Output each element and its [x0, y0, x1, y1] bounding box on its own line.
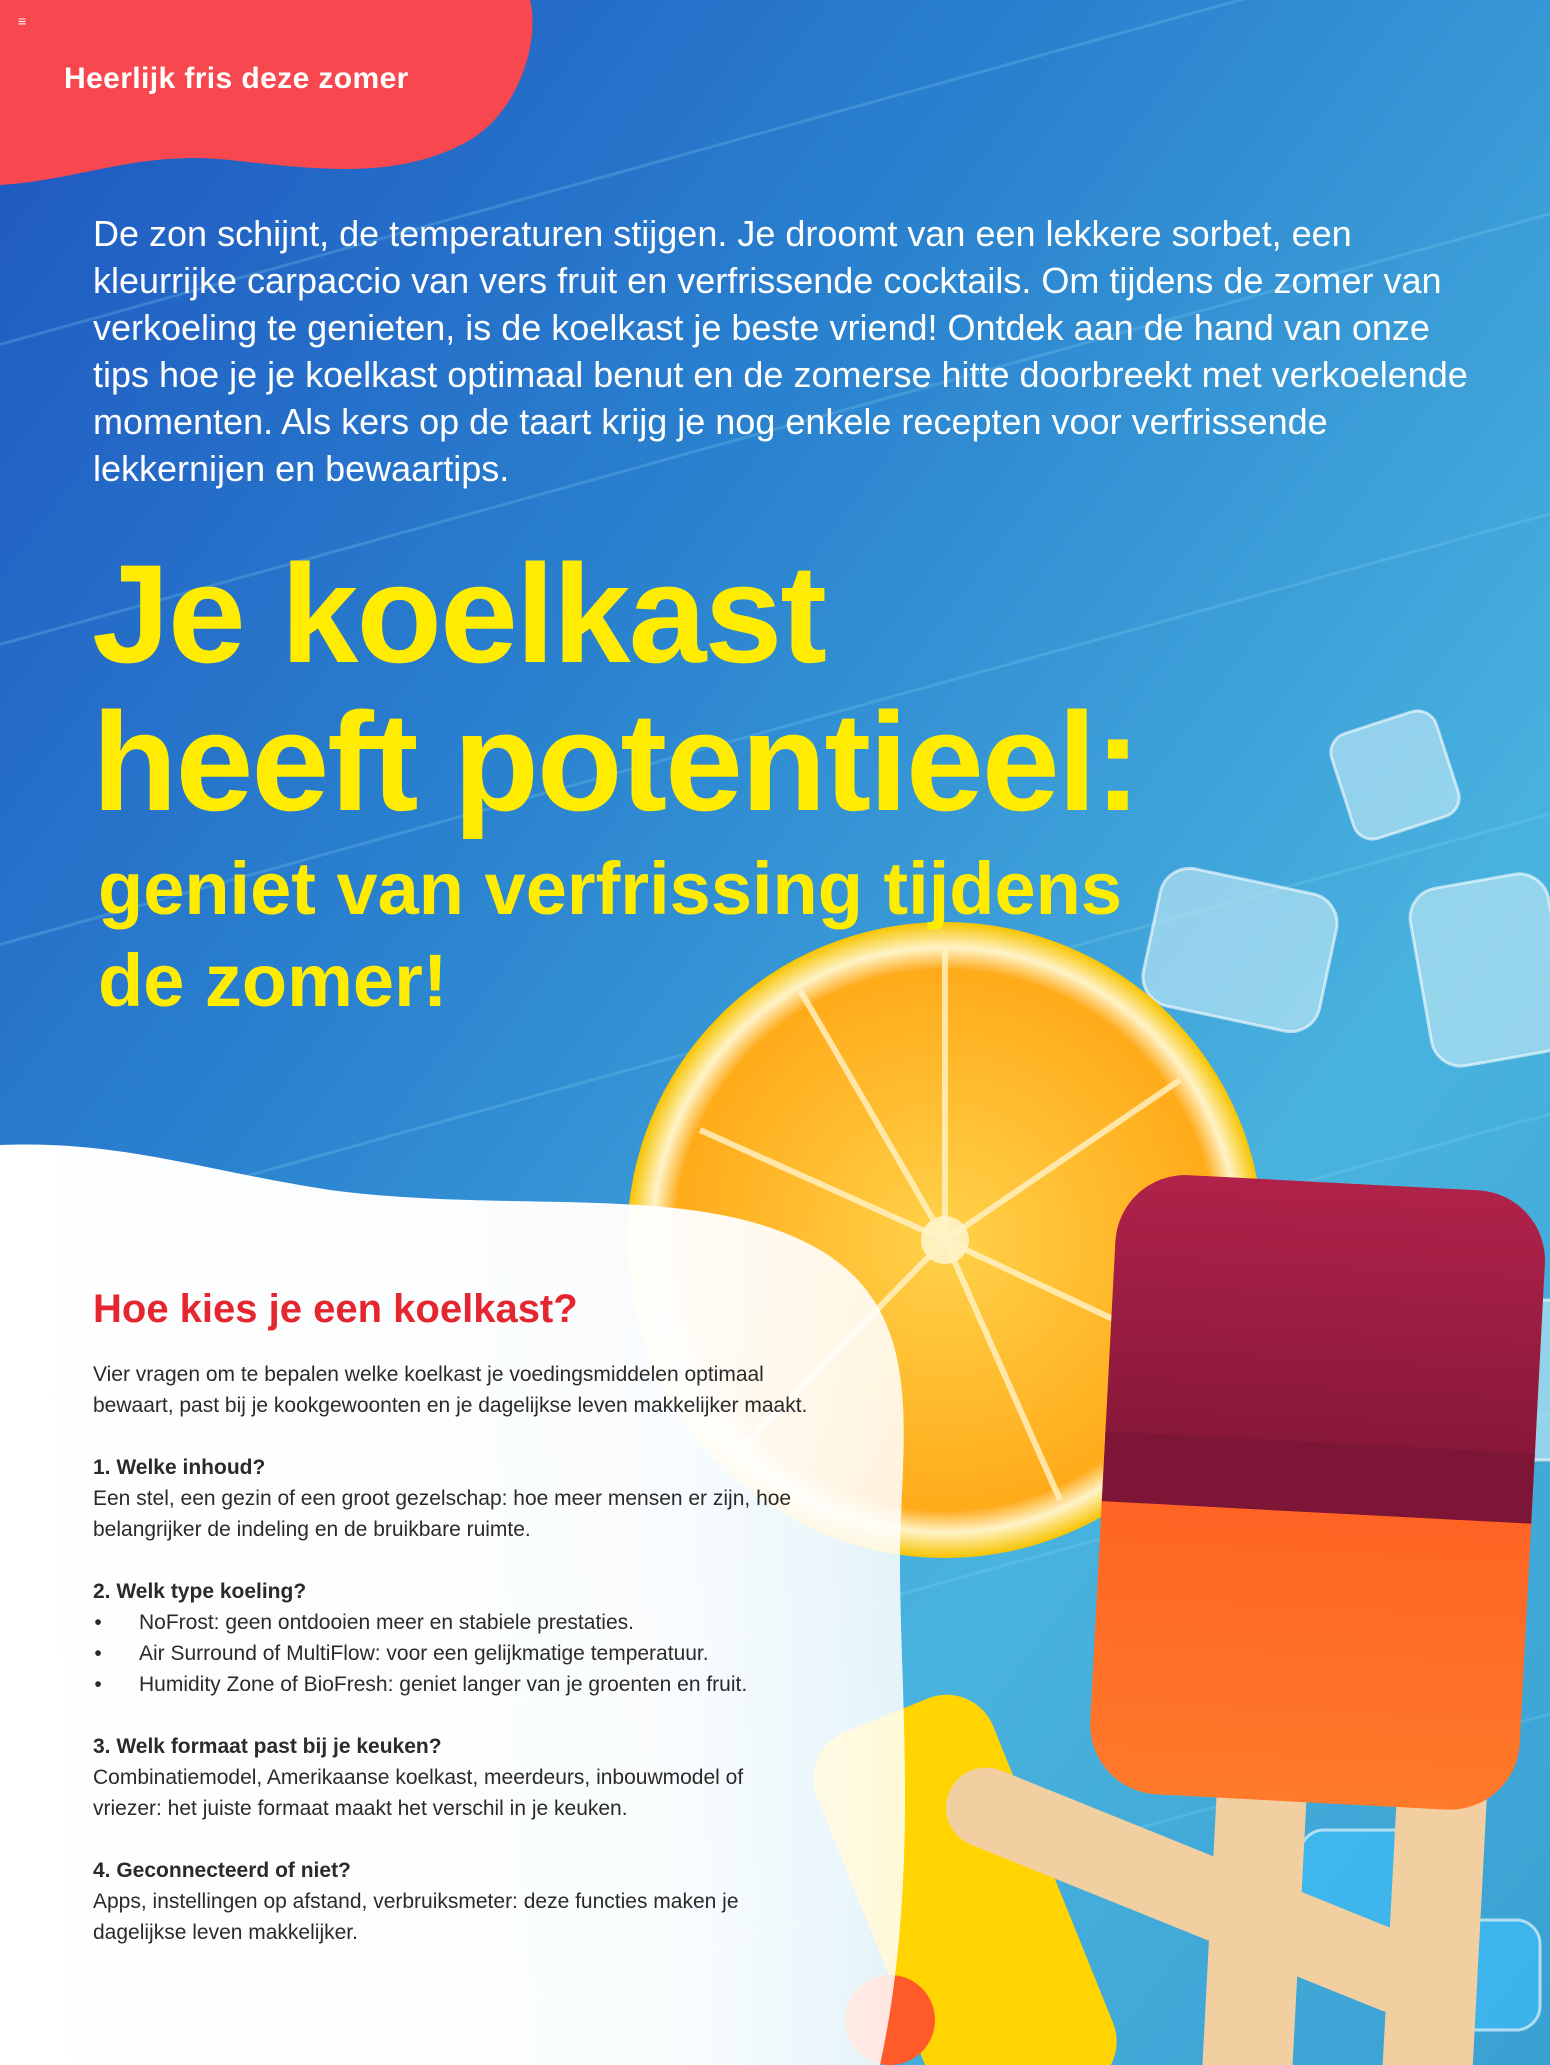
question-2-title: 2. Welk type koeling?	[93, 1580, 307, 1603]
question-1-title: 1. Welke inhoud?	[93, 1456, 266, 1479]
question-3-title: 3. Welk formaat past bij je keuken?	[93, 1735, 442, 1758]
headline-line-2: heeft potentieel:	[92, 683, 1140, 840]
headline-line-1: Je koelkast	[92, 535, 825, 692]
menu-icon[interactable]: ≡	[18, 13, 27, 29]
subheadline	[98, 843, 1298, 1027]
list-item-text: NoFrost: geen ontdooien meer en stabiele prestaties.	[139, 1611, 634, 1634]
question-1-text: Een stel, een gezin of een groot gezelschap: hoe meer mensen er zijn, hoe belangrijker de indeling en de bruikbare ruimte.	[93, 1487, 792, 1541]
list-item	[93, 1607, 813, 1638]
question-4-title: 4. Geconnecteerd of niet?	[93, 1859, 351, 1882]
subheadline-line-1: geniet van verfrissing tijdens	[98, 847, 1122, 930]
list-item	[93, 1638, 813, 1669]
question-3	[93, 1731, 813, 1824]
question-1	[93, 1452, 813, 1545]
fridge-guide	[93, 1285, 813, 1979]
list-item-text: Humidity Zone of BioFresh: geniet langer van je groenten en fruit.	[139, 1673, 748, 1696]
list-item	[93, 1669, 813, 1700]
headline	[92, 535, 1392, 840]
bullet-icon: •	[94, 1673, 102, 1696]
subheadline-line-2: de zomer!	[98, 939, 448, 1022]
question-4	[93, 1855, 813, 1948]
bullet-icon: •	[94, 1611, 102, 1634]
section-tag: Heerlijk fris deze zomer	[64, 62, 409, 95]
question-4-text: Apps, instellingen op afstand, verbruiksmeter: deze functies maken je dagelijkse leven makkelijker.	[93, 1890, 739, 1944]
question-3-text: Combinatiemodel, Amerikaanse koelkast, meerdeurs, inbouwmodel of vriezer: het juiste formaat maakt het verschil in je keuken.	[93, 1766, 744, 1820]
guide-title: Hoe kies je een koelkast?	[93, 1287, 578, 1331]
bullet-icon: •	[94, 1642, 102, 1665]
guide-intro: Vier vragen om te bepalen welke koelkast je voedingsmiddelen optimaal bewaart, past bij je kookgewoonten en je dagelijkse leven makkelijker maakt.	[93, 1363, 808, 1417]
list-item-text: Air Surround of MultiFlow: voor een gelijkmatige temperatuur.	[139, 1642, 709, 1665]
cooling-type-list	[93, 1607, 813, 1700]
intro-paragraph: De zon schijnt, de temperaturen stijgen. Je droomt van een lekkere sorbet, een kleurrijke carpaccio van vers fruit en verfrissende cocktails. Om tijdens de zomer van verkoeling te genieten, is de koelkast je beste vriend! Ontdek aan de hand van onze tips hoe je je koelkast optimaal benut en de zomerse hitte doorbreekt met verkoelende momenten. Als kers op de taart krijg je nog enkele recepten voor verfrissende lekkernijen en bewaartips.	[93, 213, 1468, 489]
question-2	[93, 1576, 813, 1700]
